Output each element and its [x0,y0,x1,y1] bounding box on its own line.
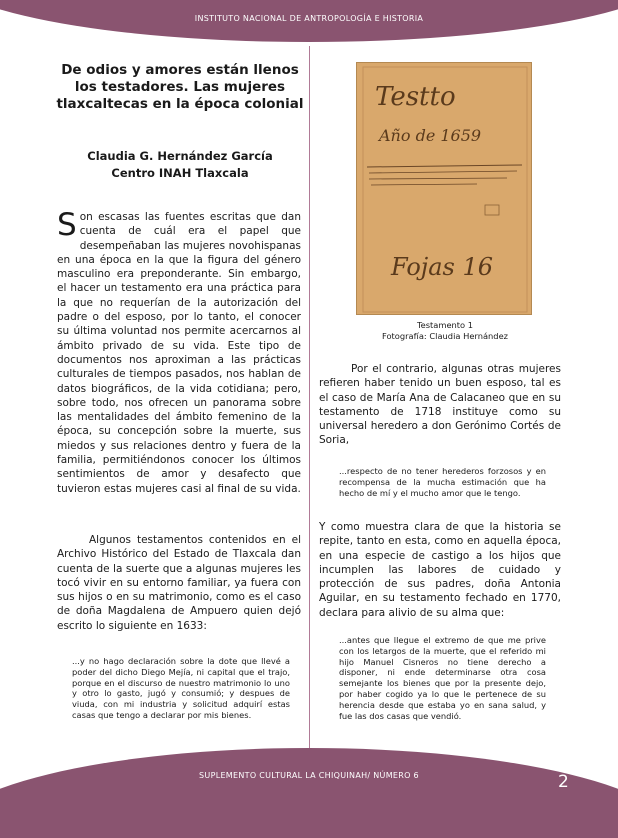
photo-caption-credit: Fotografía: Claudia Hernández [381,331,509,341]
quote-2: ...respecto de no tener herederos forzosos y en recompensa de la mucha estimación que ha hecho de mí y el mucho amor que le tengo. [339,466,546,498]
doc-word-1: Testto [375,82,456,112]
paragraph-2: Algunos testamentos contenidos en el Archivo Histórico del Estado de Tlaxcala dan cuenta de la suerte que a algunas mujeres les tocó vivir en su entorno familiar, ya fuera con sus hijos o en su matrimonio, como es el caso de doña Magdalena de Ampuero quien dejó escrito lo siguiente en 1633: [57,534,301,632]
photo-caption [330,320,560,342]
column-divider [309,46,310,750]
intro-paragraph [57,207,301,496]
footer-band [0,748,618,838]
testament-photo [356,62,532,315]
intro-text: on escasas las fuentes escritas que dan cuenta de cuál era el papel que desempeñaban las mujeres novohispanas en una época en la que la figura del género masculino era preponderante. Sin embargo, el hacer un testamento era una práctica para la que no requerían de la autorización del padre o del esposo, por lo tanto, el conocer su última voluntad nos permite acercarnos al ámbito privado de su vida. Este tipo de documentos nos aproximan a las prácticas culturales de tiempos pasados, nos hablan de datos biográficos, de la vida cotidiana; pero, sobre todo, nos ofrecen un panorama sobre las mentalidades del ámbito femenino de la época, su concepción sobre la muerte, sus miedos y sus relaciones dentro y fuera de la familia, permitiéndonos conocer los últimos sentimientos de amor y desafecto que tuvieron estas mujeres casi al final de su vida. [57,211,301,495]
header-institution: INSTITUTO NACIONAL DE ANTROPOLOGÍA E HISTORIA [194,14,424,23]
page-number: 2 [558,772,569,792]
author-block [60,148,300,182]
paragraph-3: Por el contrario, algunas otras mujeres refieren haber tenido un buen esposo, tal es el caso de María Ana de Calacaneo que en su testamento de 1718 instituye como su universal heredero a don Gerónimo Cortés de Soria, [319,363,561,447]
doc-word-2: Año de 1659 [379,126,482,145]
footer-publication: SUPLEMENTO CULTURAL LA CHIQUINAH/ NÚMERO 6 [199,771,419,780]
author-name: Claudia G. Hernández García [87,149,273,163]
author-affiliation: Centro INAH Tlaxcala [111,166,249,180]
quote-1: ...y no hago declaración sobre la dote que llevé a poder del dicho Diego Mejía, ni capital que el trajo, porque en el discurso de nuestro matrimonio lo uno y otro lo gasto, jugó y consumió; y despues de viuda, con mi industria y solicitud adquirí estas casas que tengo a declarar por mis bienes. [72,656,290,720]
article-title: De odios y amores están llenos los testadores. Las mujeres tlaxcaltecas en la época colonial [56,62,304,112]
paragraph-4: Y como muestra clara de que la historia se repite, tanto en esta, como en aquella época, en una especie de castigo a los hijos que incumplen las labores de cuidado y protección de sus padres, doña Antonia Aguilar, en su testamento fechado en 1770, declara para alivio de su alma que: [319,521,561,619]
drop-cap: S [57,207,77,243]
quote-3: ...antes que llegue el extremo de que me prive con los letargos de la muerte, que el referido mi hijo Manuel Cisneros no tiene derecho a disponer, ni ende determinarse otra cosa semejante los bienes que por la presente dejo, por haber cogido ya lo que le pertenece de su herencia desde que estaba yo en sana salud, y fue las dos casas que vendió. [339,635,546,721]
photo-caption-title: Testamento 1 [416,320,474,330]
doc-word-3: Fojas 16 [391,253,494,281]
